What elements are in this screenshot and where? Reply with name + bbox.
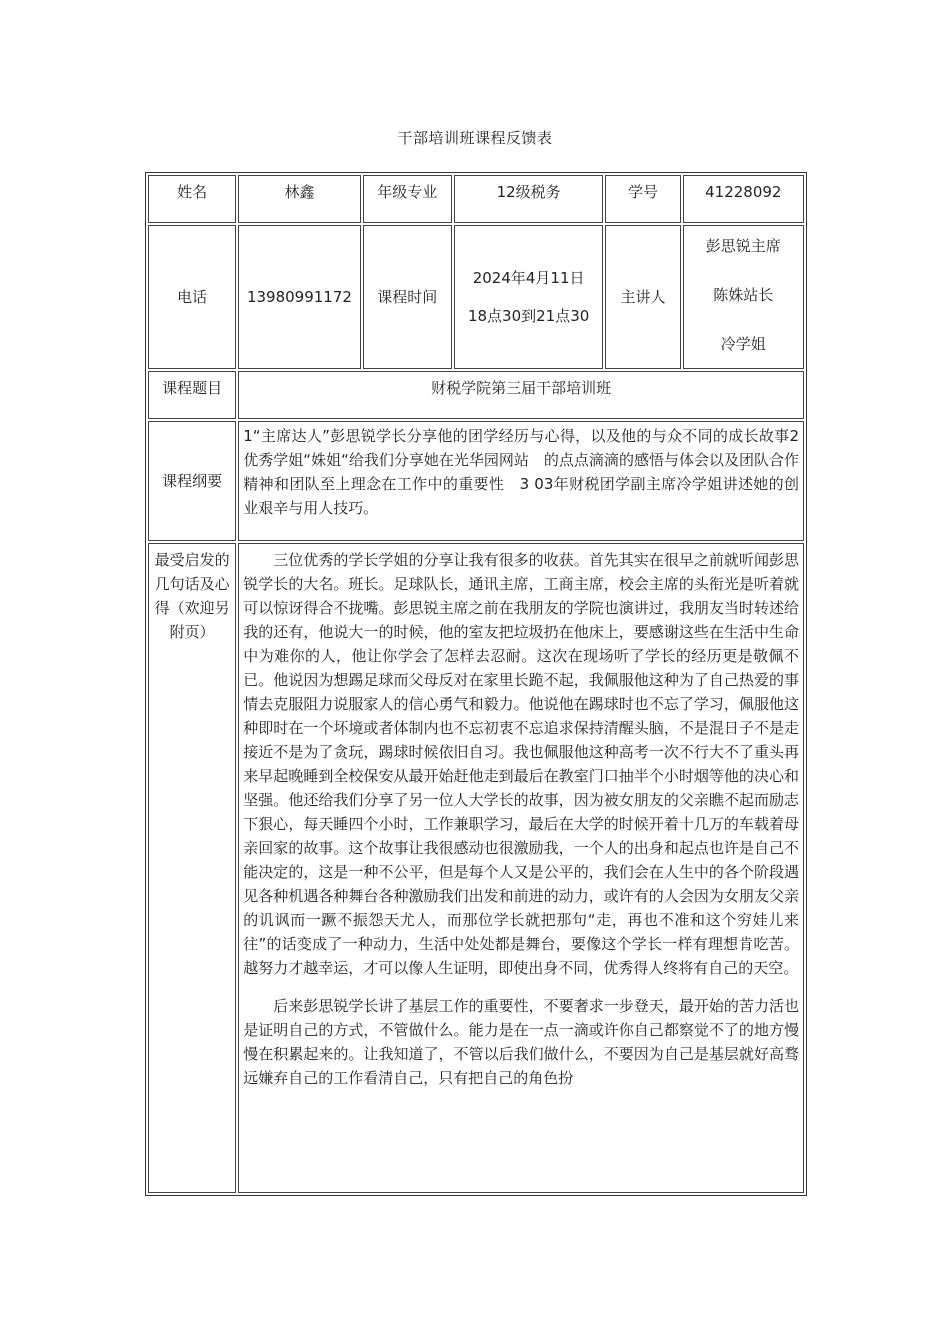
insight-paragraph-1: 三位优秀的学长学姐的分享让我有很多的收获。首先其实在很早之前就听闻彭思锐学长的大名。班长。足球队长，通讯主席，工商主席，校会主席的头衔光是听着就可以惊讶得合不拢嘴。彭思锐主席之前在我朋友的学院也演讲过，我朋友当时转述给我的还有，他说大一的时候，他的室友把垃圾扔在他床上，要感谢这些在生活中生命中为难你的人，他让你学会了怎样去忍耐。这次在现场听了学长的经历更是敬佩不已。他说因为想踢足球而父母反对在家里长跪不起，我佩服他这种为了自己热爱的事情去克服阻力说服家人的信心勇气和毅力。他说他在踢球时也不忘了学习，佩服他这种即时在一个坏境或者体制内也不忘初衷不忘追求保持清醒头脑，不是混日子不是走接近不是为了贪玩，踢球时候依旧自习。我也佩服他这种高考一次不行大不了重头再来早起晚睡到全校保安从最开始赶他走到最后在教室门口抽半个小时烟等他的决心和坚强。他还给我们分享了另一位人大学长的故事，因为被女朋友的父亲瞧不起而励志下狠心，每天睡四个小时，工作兼职学习，最后在大学的时候开着十几万的车载着母亲回家的故事。这个故事让我很感动也很激励我，一个人的出身和起点也许是自己不能决定的，这是一种不公平，但是每个人又是公平的，我们会在人生中的各个阶段遇见各种机遇各种舞台各种激励我们出发和前进的动力，或许有的人会因为女朋友父亲的讥讽而一蹶不振怨天尤人，而那位学长就把那句“走，再也不准和这个穷娃儿来往”的话变成了一种动力，生活中处处都是舞台，要像这个学长一样有理想肯吃苦。越努力才越幸运，才可以像人生证明，即使出身不同，优秀得人终将有自己的天空。	[243, 551, 799, 977]
label-course-topic: 课程题目	[148, 371, 236, 419]
feedback-form-table	[145, 172, 807, 1196]
speaker-3: 冷学姐	[720, 335, 766, 353]
label-course-outline: 课程纲要	[148, 421, 236, 541]
value-course-topic: 财税学院第三届干部培训班	[238, 371, 804, 419]
speaker-2: 陈姝站长	[713, 286, 774, 304]
course-time-hours: 18点30到21点30	[467, 307, 590, 325]
label-student-id: 学号	[605, 175, 680, 223]
value-speakers	[683, 225, 804, 369]
label-speaker: 主讲人	[605, 225, 680, 369]
value-phone: 13980991172	[238, 225, 360, 369]
label-course-time: 课程时间	[363, 225, 452, 369]
label-phone: 电话	[148, 225, 236, 369]
value-course-outline	[238, 421, 804, 541]
label-insights: 最受启发的几句话及心得（欢迎另附页）	[148, 543, 236, 1193]
label-grade-major: 年级专业	[363, 175, 452, 223]
course-time-date: 2024年4月11日	[472, 269, 585, 287]
value-student-id: 41228092	[683, 175, 804, 223]
value-course-time	[454, 225, 603, 369]
insight-paragraph-2: 后来彭思锐学长讲了基层工作的重要性，不要奢求一步登天，最开始的苦力活也是证明自己的方式，不管做什么。能力是在一点一滴或许你自己都察觉不了的地方慢慢在积累起来的。让我知道了，不管以后我们做什么，不要因为自己是基层就好高骛远嫌弃自己的工作看清自己，只有把自己的角色扮	[243, 997, 799, 1087]
label-name: 姓名	[148, 175, 236, 223]
value-grade-major: 12级税务	[454, 175, 603, 223]
speaker-1: 彭思锐主席	[705, 237, 781, 255]
value-name: 林鑫	[238, 175, 360, 223]
page-title: 干部培训班课程反馈表	[397, 129, 553, 147]
value-insights	[238, 543, 804, 1193]
course-outline-text: 1“主席达人”彭思锐学长分享他的团学经历与心得，以及他的与众不同的成长故事2优秀学姐“姝姐“给我们分享她在光华园网站 的点点滴滴的感悟与体会以及团队合作精神和团队至上理念在工作中的重要性 3 03年财税团学副主席冷学姐讲述她的创业艰辛与用人技巧。	[243, 427, 799, 517]
